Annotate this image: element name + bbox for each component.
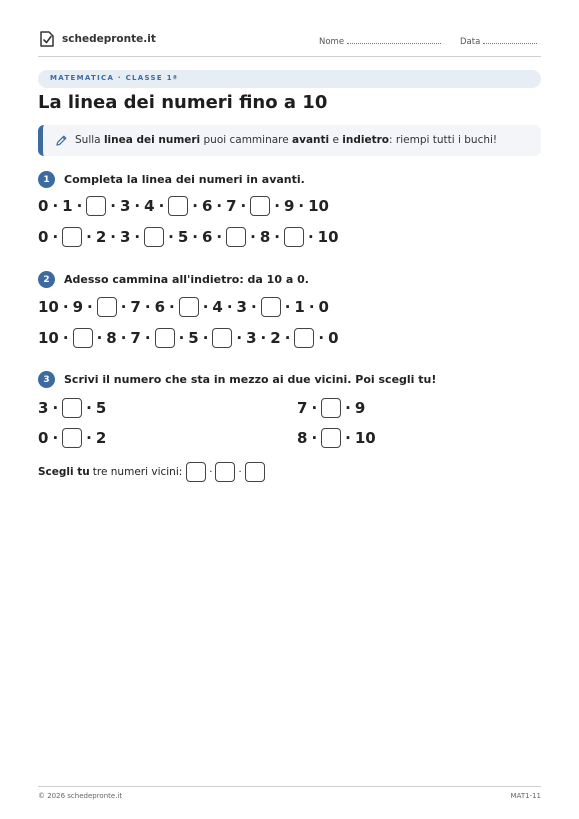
page-title: La linea dei numeri fino a 10 (38, 92, 328, 113)
separator-dot: · (260, 329, 267, 347)
section-number-badge: 1 (38, 171, 55, 188)
separator-dot: · (345, 399, 351, 417)
instruction-part: : riempi tutti i buchi! (389, 134, 498, 146)
section-instruction: Completa la linea dei numeri in avanti. (64, 173, 305, 186)
instruction-text (75, 134, 497, 146)
subject-bar (38, 70, 541, 88)
answer-box[interactable] (73, 328, 93, 348)
sequence-number: 4 (144, 197, 155, 215)
pair-number: 2 (95, 429, 107, 447)
sequence-number: 0 (318, 298, 329, 316)
separator-dot: · (216, 228, 223, 246)
section-2-heading (38, 271, 309, 288)
separator-dot: · (240, 197, 247, 215)
separator-dot: · (134, 228, 141, 246)
pair-number: 10 (354, 429, 376, 447)
answer-box[interactable] (144, 227, 164, 247)
sequence-number: 2 (270, 329, 281, 347)
separator-dot: · (158, 197, 165, 215)
separator-dot: · (311, 399, 318, 417)
separator-dot: · (226, 298, 233, 316)
answer-box[interactable] (250, 196, 270, 216)
sequence-number: 8 (259, 228, 271, 246)
pair-number: 7 (297, 399, 308, 417)
separator-dot: · (120, 298, 127, 316)
separator-dot: · (144, 329, 151, 347)
answer-box[interactable] (186, 462, 206, 482)
sequence-number: 3 (119, 197, 131, 215)
answer-box[interactable] (62, 227, 82, 247)
sequence-number: 9 (72, 298, 84, 316)
separator-dot: · (96, 329, 103, 347)
date-field[interactable] (460, 35, 537, 47)
answer-box[interactable] (168, 196, 188, 216)
answer-box[interactable] (321, 428, 341, 448)
separator-dot: · (168, 228, 174, 246)
separator-dot: · (110, 228, 116, 246)
answer-box[interactable] (86, 196, 106, 216)
separator-dot: · (250, 298, 257, 316)
separator-dot: · (86, 228, 92, 246)
date-line[interactable] (483, 35, 537, 44)
instruction-bold: indietro (342, 134, 390, 146)
separator-dot: · (284, 329, 291, 347)
neighbor-pair (38, 398, 106, 418)
separator-dot: · (87, 298, 93, 316)
section-number-badge: 3 (38, 371, 55, 388)
sequence-number: 5 (177, 228, 189, 246)
pair-number: 3 (38, 399, 49, 417)
sequence-number: 8 (106, 329, 117, 347)
page-footer (38, 786, 541, 800)
separator-dot: · (284, 298, 291, 316)
separator-dot: · (178, 329, 185, 347)
sequence-number: 1 (62, 197, 73, 215)
separator-dot: · (62, 298, 69, 316)
separator-dot: · (110, 197, 116, 215)
separator-dot: · (86, 399, 92, 417)
instruction-part: Sulla (75, 134, 104, 146)
separator-dot: · (238, 466, 242, 478)
subject-label: MATEMATICA · CLASSE 1ª (50, 74, 179, 82)
answer-box[interactable] (179, 297, 199, 317)
pair-number: 0 (38, 429, 49, 447)
separator-dot: · (250, 228, 256, 246)
instruction-bold: linea dei numeri (103, 134, 201, 146)
sequence-number: 10 (308, 197, 329, 215)
sequence-number: 3 (119, 228, 131, 246)
choose-label: tre numeri vicini: (92, 466, 183, 478)
separator-dot: · (318, 329, 325, 347)
instruction-part: e (329, 134, 343, 146)
worksheet-header (38, 28, 541, 57)
section-3-heading (38, 371, 436, 388)
answer-box[interactable] (62, 398, 82, 418)
separator-dot: · (52, 197, 59, 215)
footer-copyright: © 2026 schedepronte.it (38, 792, 123, 800)
answer-box[interactable] (155, 328, 175, 348)
separator-dot: · (274, 228, 280, 246)
section-number-badge: 2 (38, 271, 55, 288)
separator-dot: · (307, 228, 314, 246)
sequence-number: 6 (201, 197, 213, 215)
sequence-number: 10 (317, 228, 339, 246)
sequence-number: 6 (154, 298, 165, 316)
sequence-number: 0 (38, 197, 49, 215)
sequence-number: 6 (201, 228, 213, 246)
sequence-number: 4 (212, 298, 223, 316)
sequence-number: 7 (130, 329, 141, 347)
pair-number: 8 (297, 429, 308, 447)
sequence-number: 1 (294, 298, 305, 316)
separator-dot: · (86, 429, 92, 447)
sequence-number: 3 (236, 298, 247, 316)
number-sequence (38, 196, 329, 216)
pencil-icon (55, 134, 68, 147)
neighbor-pair (297, 428, 376, 448)
answer-box[interactable] (294, 328, 314, 348)
separator-dot: · (169, 298, 175, 316)
instruction-box (38, 125, 541, 156)
answer-box[interactable] (97, 297, 117, 317)
name-field[interactable] (319, 35, 441, 47)
sequence-number: 3 (246, 329, 257, 347)
separator-dot: · (311, 429, 318, 447)
brand-name: schedepronte.it (62, 33, 156, 45)
separator-dot: · (134, 197, 141, 215)
answer-box[interactable] (245, 462, 265, 482)
separator-dot: · (274, 197, 280, 215)
separator-dot: · (76, 197, 83, 215)
neighbor-pair (297, 398, 365, 418)
number-sequence (38, 297, 329, 317)
pair-number: 9 (354, 399, 366, 417)
checklist-logo-icon (38, 30, 56, 48)
separator-dot: · (62, 329, 69, 347)
separator-dot: · (216, 197, 223, 215)
separator-dot: · (308, 298, 315, 316)
brand (38, 30, 156, 48)
name-line[interactable] (347, 35, 441, 44)
separator-dot: · (52, 429, 59, 447)
sequence-number: 5 (188, 329, 199, 347)
sequence-number: 2 (95, 228, 107, 246)
separator-dot: · (202, 298, 209, 316)
separator-dot: · (298, 197, 305, 215)
sequence-number: 10 (38, 298, 59, 316)
separator-dot: · (120, 329, 127, 347)
separator-dot: · (52, 399, 59, 417)
answer-box[interactable] (62, 428, 82, 448)
separator-dot: · (144, 298, 151, 316)
choose-your-own-row (38, 462, 265, 482)
date-label: Data (460, 37, 481, 47)
section-instruction: Adesso cammina all'indietro: da 10 a 0. (64, 273, 309, 286)
footer-code: MAT1-11 (510, 792, 541, 800)
instruction-bold: avanti (292, 134, 330, 146)
instruction-part: puoi camminare (200, 134, 293, 146)
answer-box[interactable] (321, 398, 341, 418)
separator-dot: · (202, 329, 209, 347)
sequence-number: 0 (38, 228, 49, 246)
sequence-number: 10 (38, 329, 59, 347)
section-1-heading (38, 171, 305, 188)
sequence-number: 7 (130, 298, 141, 316)
answer-box[interactable] (284, 227, 304, 247)
separator-dot: · (52, 228, 59, 246)
sequence-number: 0 (328, 329, 339, 347)
name-label: Nome (319, 37, 345, 47)
answer-box[interactable] (226, 227, 246, 247)
separator-dot: · (236, 329, 243, 347)
number-sequence (38, 227, 339, 247)
section-instruction: Scrivi il numero che sta in mezzo ai due vicini. Poi scegli tu! (64, 373, 437, 386)
choose-bold-label: Scegli tu (38, 466, 90, 478)
separator-dot: · (192, 197, 198, 215)
separator-dot: · (209, 466, 213, 478)
sequence-number: 9 (283, 197, 295, 215)
separator-dot: · (345, 429, 351, 447)
answer-box[interactable] (212, 328, 232, 348)
answer-box[interactable] (215, 462, 235, 482)
neighbor-pair (38, 428, 106, 448)
separator-dot: · (192, 228, 198, 246)
sequence-number: 7 (226, 197, 237, 215)
number-sequence (38, 328, 339, 348)
pair-number: 5 (95, 399, 107, 417)
answer-box[interactable] (261, 297, 281, 317)
